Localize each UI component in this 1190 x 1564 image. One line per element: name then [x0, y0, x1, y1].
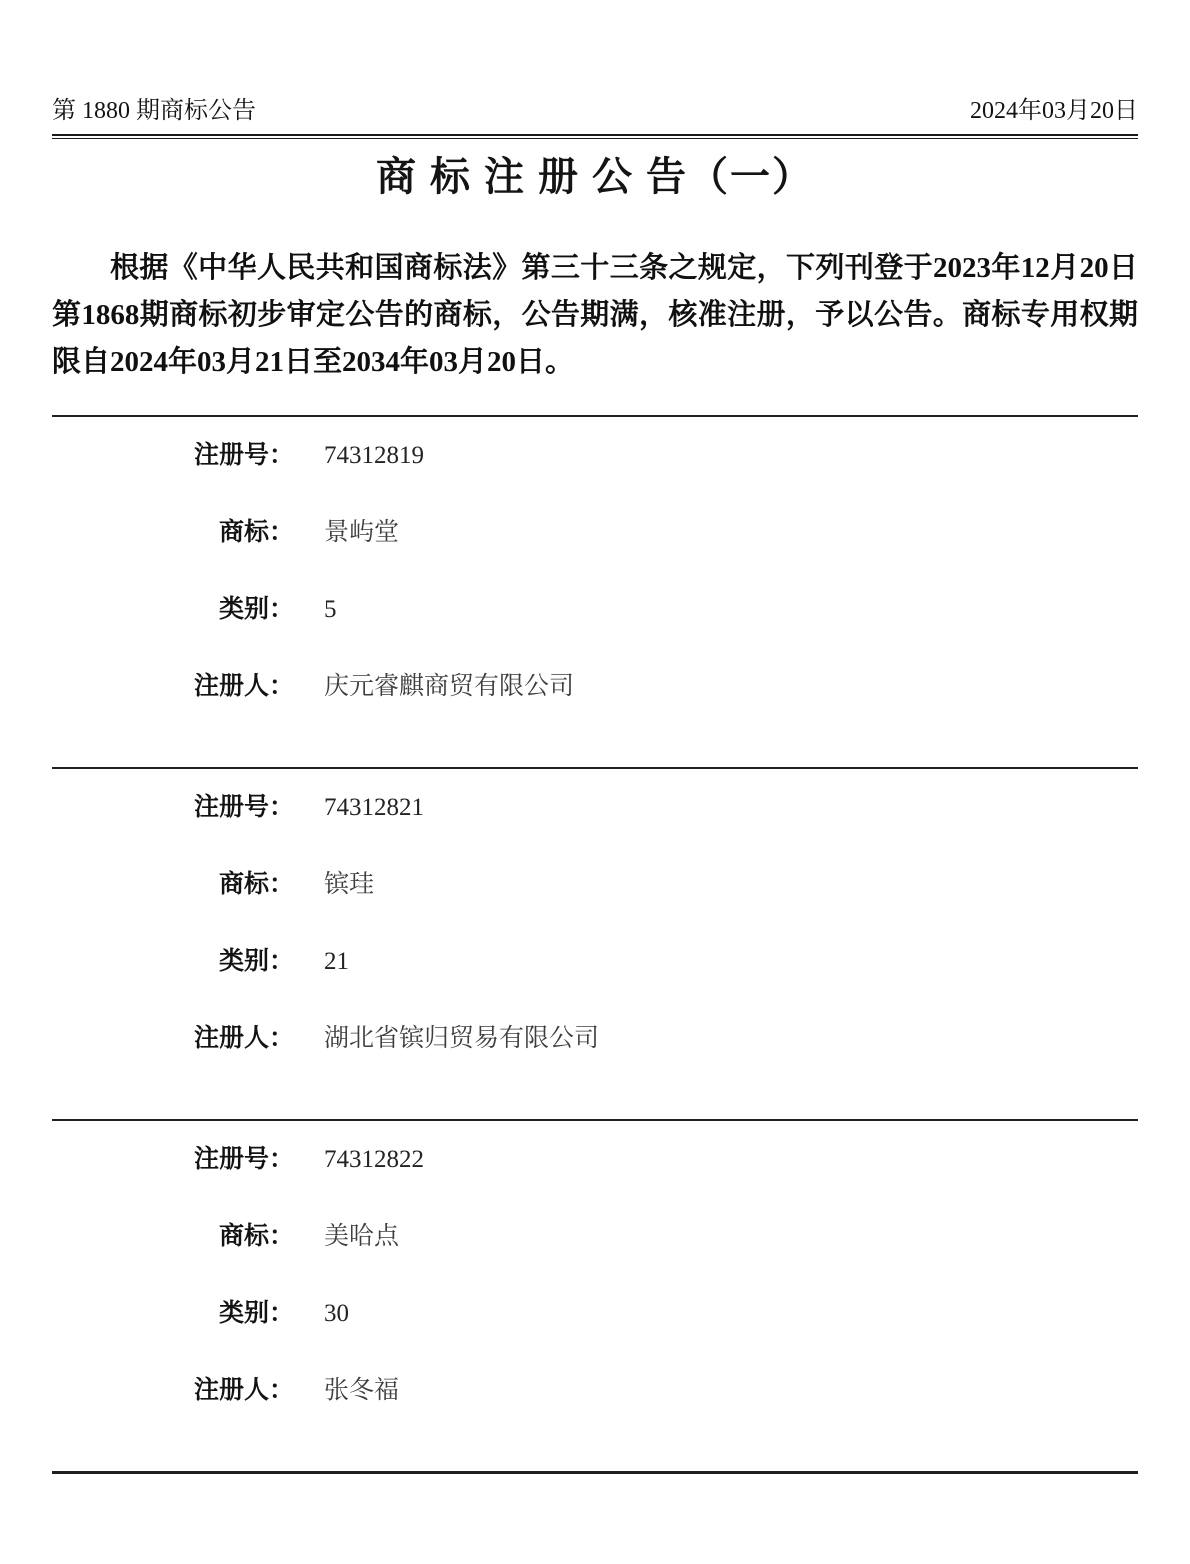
registrant-row: [52, 1376, 1138, 1406]
trademark-record: [52, 415, 1138, 767]
registrant-value: 庆元睿麒商贸有限公司: [324, 673, 575, 700]
reg-no-value: 74312822: [324, 1146, 424, 1173]
reg-no-row: [52, 441, 1138, 471]
trademark-label: 商标：: [218, 871, 294, 898]
reg-no-value: 74312819: [324, 442, 424, 469]
registrant-row: [52, 672, 1138, 702]
header-divider: [52, 134, 1138, 139]
trademark-row: [52, 518, 1138, 548]
trademark-row: [52, 870, 1138, 900]
registrant-label: 注册人：: [193, 1025, 294, 1052]
trademark-record: [52, 1119, 1138, 1471]
reg-no-label: 注册号：: [193, 1146, 294, 1173]
reg-no-row: [52, 793, 1138, 823]
registrant-row: [52, 1024, 1138, 1054]
trademark-label: 商标：: [218, 519, 294, 546]
category-value: 5: [324, 596, 337, 623]
registrant-value: 张冬福: [324, 1377, 400, 1404]
page-header: [52, 96, 1138, 126]
reg-no-value: 74312821: [324, 794, 424, 821]
trademark-value: 美哈点: [324, 1223, 400, 1250]
category-row: [52, 595, 1138, 625]
gazette-date: 2024年03月20日: [970, 98, 1138, 124]
reg-no-label: 注册号：: [193, 442, 294, 469]
trademark-value: 镔珪: [324, 871, 375, 898]
registrant-label: 注册人：: [193, 1377, 294, 1404]
trademark-record: [52, 767, 1138, 1119]
gazette-issue-number: 第 1880 期商标公告: [52, 98, 256, 124]
category-label: 类别：: [218, 1300, 294, 1327]
registrant-value: 湖北省镔归贸易有限公司: [324, 1025, 600, 1052]
category-label: 类别：: [218, 948, 294, 975]
reg-no-row: [52, 1145, 1138, 1175]
trademark-value: 景屿堂: [324, 519, 400, 546]
trademark-row: [52, 1222, 1138, 1252]
category-row: [52, 1299, 1138, 1329]
intro-paragraph: 根据《中华人民共和国商标法》第三十三条之规定，下列刊登于2023年12月20日第1868期商标初步审定公告的商标，公告期满，核准注册，予以公告。商标专用权期限自2024年03月21日至2034年03月20日。: [52, 252, 1138, 378]
category-row: [52, 947, 1138, 977]
registrant-label: 注册人：: [193, 673, 294, 700]
category-value: 30: [324, 1300, 349, 1327]
records-section: [52, 415, 1138, 1474]
bottom-divider: [52, 1471, 1138, 1474]
reg-no-label: 注册号：: [193, 794, 294, 821]
category-label: 类别：: [218, 596, 294, 623]
trademark-label: 商标：: [218, 1223, 294, 1250]
page-title: 商 标 注 册 公 告（一）: [376, 154, 814, 199]
category-value: 21: [324, 948, 349, 975]
